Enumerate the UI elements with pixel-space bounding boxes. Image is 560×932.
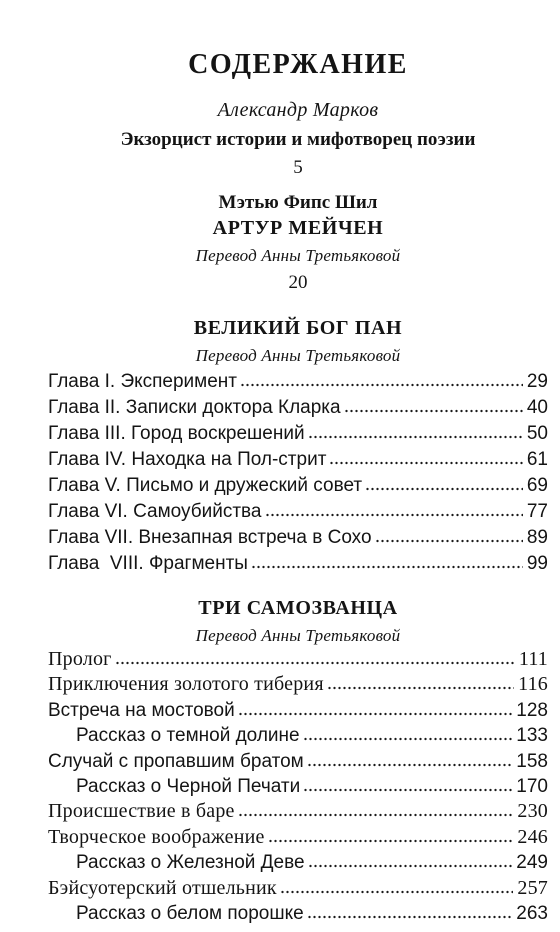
- preface-author: Мэтью Фипс Шил: [218, 192, 378, 213]
- dot-leader: [329, 461, 522, 465]
- toc-entry: [48, 825, 548, 850]
- dot-leader: [375, 539, 523, 543]
- toc-entry: [48, 421, 548, 447]
- preface-title: АРТУР МЕЙЧЕН: [212, 217, 384, 239]
- table-of-contents: [48, 0, 548, 926]
- toc-entry: [48, 473, 548, 499]
- dot-leader: [303, 788, 512, 792]
- dot-leader: [115, 661, 515, 665]
- toc-entry-page: 246: [517, 825, 548, 848]
- dot-leader: [303, 737, 513, 741]
- toc-entry-label: Случай с пропавшим братом: [48, 750, 304, 772]
- toc-entry-label: Глава II. Записки доктора Кларка: [48, 397, 341, 418]
- section-title: ТРИ САМОЗВАНЦА: [198, 597, 398, 619]
- toc-entry-label: Пролог: [48, 648, 112, 670]
- toc-entry-page: 69: [526, 475, 548, 496]
- dot-leader: [268, 839, 514, 843]
- intro-author: Александр Марков: [217, 99, 379, 121]
- dot-leader: [308, 435, 523, 439]
- toc-entry: [48, 799, 548, 824]
- section-title: ВЕЛИКИЙ БОГ ПАН: [193, 317, 403, 339]
- toc-entry-page: 230: [517, 800, 548, 823]
- toc-entry: [48, 395, 548, 421]
- toc-entry-label: Творческое воображение: [48, 825, 265, 848]
- dot-leader: [238, 712, 513, 716]
- intro-title: Экзорцист истории и мифотворец поэзии: [120, 129, 476, 150]
- toc-entry-page: 40: [526, 397, 548, 418]
- toc-entry-page: 116: [518, 673, 548, 696]
- dot-leader: [327, 686, 514, 690]
- dot-leader: [365, 487, 523, 491]
- toc-entry-page: 263: [516, 902, 548, 924]
- toc-entry-label: Приключения золотого тиберия: [48, 673, 324, 696]
- dot-leader: [280, 890, 514, 894]
- toc-entry: [48, 672, 548, 697]
- toc-entry-page: 158: [516, 750, 548, 772]
- preface-translator: Перевод Анны Третьяковой: [195, 246, 401, 265]
- toc-entry-label: Бэйсуотерский отшельник: [48, 876, 277, 899]
- toc-entry: [48, 876, 548, 901]
- toc-entry-label: Глава I. Эксперимент: [48, 371, 237, 392]
- toc-entry: [48, 369, 548, 395]
- toc-subentry: [48, 774, 548, 799]
- toc-entry-label: Глава VI. Самоубийства: [48, 501, 262, 522]
- toc-entry-page: 170: [516, 775, 548, 797]
- toc-entry-label: Глава IV. Находка на Пол-стрит: [48, 449, 327, 470]
- toc-subentry: [48, 901, 548, 926]
- intro-page: 5: [293, 157, 303, 178]
- toc-entry-page: 61: [526, 449, 548, 470]
- section-entries: [48, 369, 548, 577]
- dot-leader: [307, 915, 513, 919]
- toc-entry-page: 99: [526, 553, 548, 574]
- section-translator: Перевод Анны Третьяковой: [195, 346, 401, 365]
- dot-leader: [307, 763, 513, 767]
- toc-entry-page: 257: [517, 876, 548, 899]
- toc-entry-page: 128: [516, 699, 548, 721]
- dot-leader: [251, 565, 523, 569]
- section-translator: Перевод Анны Третьяковой: [195, 626, 401, 645]
- toc-entry-page: 77: [526, 501, 548, 522]
- toc-entry-page: 111: [518, 648, 548, 670]
- toc-entry: [48, 647, 548, 672]
- toc-entry-label: Встреча на мостовой: [48, 699, 235, 721]
- toc-entry: [48, 525, 548, 551]
- toc-entry: [48, 447, 548, 473]
- toc-entry-page: 249: [516, 852, 548, 874]
- toc-entry-page: 133: [516, 725, 548, 747]
- toc-entry-label: Рассказ о Черной Печати: [76, 775, 301, 797]
- toc-entry-page: 29: [526, 371, 548, 392]
- toc-title: СОДЕРЖАНИЕ: [188, 49, 408, 80]
- toc-subentry: [48, 723, 548, 748]
- section-entries: [48, 647, 548, 926]
- toc-entry-label: Происшествие в баре: [48, 800, 235, 823]
- toc-entry-label: Рассказ о темной долине: [76, 725, 300, 747]
- toc-entry-page: 89: [526, 527, 548, 548]
- dot-leader: [344, 409, 523, 413]
- toc-entry-label: Глава V. Письмо и дружеский совет: [48, 475, 363, 496]
- dot-leader: [308, 864, 513, 868]
- toc-entry: [48, 749, 548, 774]
- dot-leader: [265, 513, 523, 517]
- toc-entry-label: Рассказ о Железной Деве: [76, 852, 305, 874]
- toc-subentry: [48, 850, 548, 875]
- dot-leader: [240, 383, 523, 387]
- toc-entry-label: Глава VII. Внезапная встреча в Сохо: [48, 527, 372, 548]
- toc-entry-page: 50: [526, 423, 548, 444]
- toc-entry: [48, 499, 548, 525]
- dot-leader: [238, 813, 514, 817]
- toc-entry: [48, 551, 548, 577]
- toc-entry: [48, 698, 548, 723]
- toc-entry-label: Рассказ о белом порошке: [76, 902, 304, 924]
- toc-entry-label: Глава III. Город воскрешений: [48, 423, 305, 444]
- preface-page: 20: [288, 272, 308, 293]
- toc-entry-label: Глава VIII. Фрагменты: [48, 553, 248, 574]
